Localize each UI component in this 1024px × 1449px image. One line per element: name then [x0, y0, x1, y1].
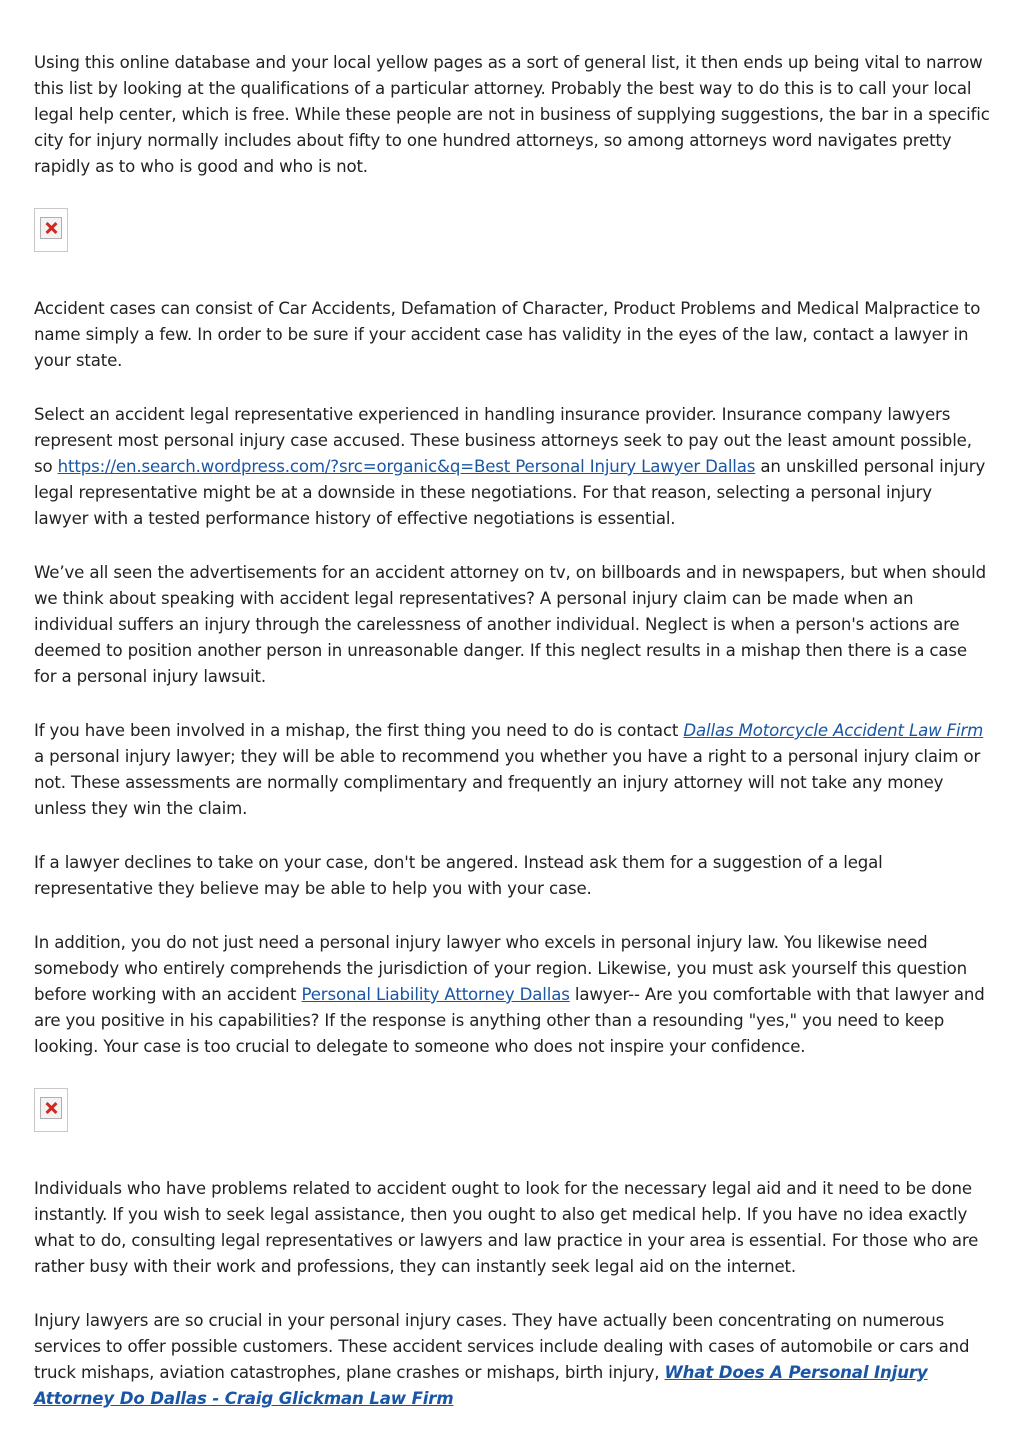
paragraph-5: [34, 718, 990, 822]
paragraph-7: [34, 930, 990, 1060]
paragraph-4: We’ve all seen the advertisements for an accident attorney on tv, on billboards and in newspapers, but when should we think about speaking with accident legal representatives? A personal injury claim can be made when an individual suffers an injury through the carelessness of another individual. Neglect is when a person's actions are deemed to position another person in unreasonable danger. If this neglect results in a mishap then there is a case for a personal injury lawsuit.: [34, 563, 986, 686]
craig-glickman-law-firm-link[interactable]: What Does A Personal Injury Attorney Do Dallas - Craig Glickman Law Firm: [34, 1363, 928, 1408]
motorcycle-accident-law-firm-link[interactable]: Dallas Motorcycle Accident Law Firm: [683, 721, 984, 740]
paragraph-7-text-end: lawyer-- Are you comfortable with that lawyer and are you positive in his capabilities? If the response is anything other than a resounding "yes," you need to keep looking. Your case is too crucial to delegate to someone who does not inspire your confidence.: [34, 985, 985, 1056]
paragraph-9: [34, 1308, 990, 1412]
paragraph-3-text-end: an unskilled personal injury legal representative might be at a downside in these negotiations. For that reason, selecting a personal injury lawyer with a tested performance history of effective negotiations is essential.: [34, 457, 986, 528]
paragraph-7-text-start: In addition, you do not just need a personal injury lawyer who excels in personal injury law. You likewise need somebody who entirely comprehends the jurisdiction of your region. Likewise, you must ask yourself this question before working with an accident: [34, 933, 968, 1004]
paragraph-5-text-start: If you have been involved in a mishap, the first thing you need to do is contact: [34, 721, 684, 740]
wordpress-search-link[interactable]: https://en.search.wordpress.com/?src=organic&q=Best Personal Injury Lawyer Dallas: [57, 457, 756, 476]
paragraph-1: Using this online database and your local yellow pages as a sort of general list, it then ends up being vital to narrow this list by looking at the qualifications of a particular attorney. Probably the best way to do this is to call your local legal help center, which is free. While these people are not in business of supplying suggestions, the bar in a specific city for injury normally includes about fifty to one hundred attorneys, so among attorneys word navigates pretty rapidly as to who is good and who is not.: [34, 53, 990, 176]
paragraph-5-text-end: a personal injury lawyer; they will be able to recommend you whether you have a right to a personal injury claim or not. These assessments are normally complimentary and frequently an injury attorney will not take any money unless they win the claim.: [34, 747, 981, 818]
paragraph-6: If a lawyer declines to take on your case, don't be angered. Instead ask them for a suggestion of a legal representative they believe may be able to help you with your case.: [34, 853, 883, 898]
broken-image-icon: [34, 1088, 68, 1132]
broken-image-icon: [34, 208, 68, 252]
paragraph-9-text: Injury lawyers are so crucial in your personal injury cases. They have actually been concentrating on numerous services to offer possible customers. These accident services include dealing with cases of automobile or cars and truck mishaps, aviation catastrophes, plane crashes or mishaps, birth injury,: [34, 1311, 970, 1382]
paragraph-3-text-start: Select an accident legal representative experienced in handling insurance provider. Insurance company lawyers represent most personal injury case accused. These business attorneys seek to pay out the least amount possible, so: [34, 405, 972, 476]
paragraph-2: Accident cases can consist of Car Accidents, Defamation of Character, Product Problems and Medical Malpractice to name simply a few. In order to be sure if your accident case has validity in the eyes of the law, contact a lawyer in your state.: [34, 299, 981, 370]
paragraph-3: [34, 402, 990, 532]
paragraph-8: Individuals who have problems related to accident ought to look for the necessary legal aid and it need to be done instantly. If you wish to seek legal assistance, then you ought to also get medical help. If you have no idea exactly what to do, consulting legal representatives or lawyers and law practice in your area is essential. For those who are rather busy with their work and professions, they can instantly seek legal aid on the internet.: [34, 1179, 979, 1276]
personal-liability-attorney-link[interactable]: Personal Liability Attorney Dallas: [301, 985, 570, 1004]
